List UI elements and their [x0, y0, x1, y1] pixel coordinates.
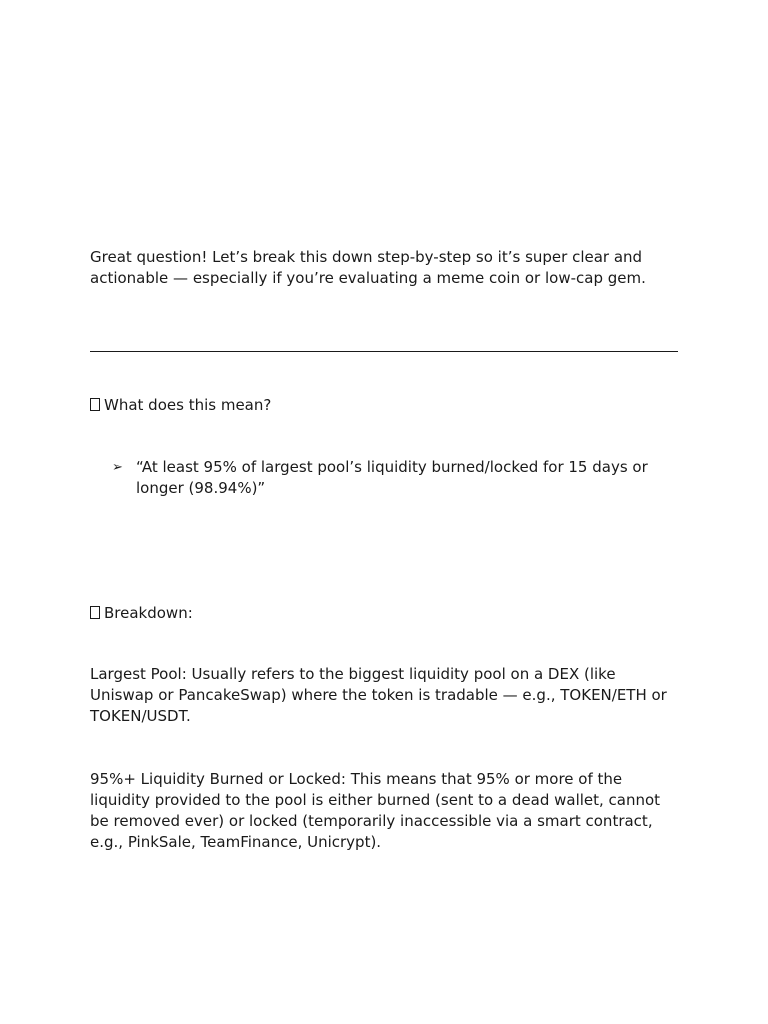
breakdown-heading-text: Breakdown:: [104, 604, 193, 622]
emoji-box-icon: [90, 398, 100, 411]
meaning-heading-text: What does this mean?: [104, 396, 272, 414]
meaning-heading: [90, 395, 271, 416]
arrow-bullet-icon: ➢: [112, 460, 123, 475]
breakdown-heading: [90, 603, 193, 624]
liquidity-burned-paragraph: 95%+ Liquidity Burned or Locked: This means that 95% or more of the liquidity provided to the pool is either burned (sent to a dead wallet, cannot be removed ever) or locked (temporarily inaccessible via a smart contract, e.g., PinkSale, TeamFinance, Unicrypt).: [90, 770, 661, 851]
emoji-box-icon: [90, 606, 100, 619]
intro-paragraph: Great question! Let’s break this down step-by-step so it’s super clear and actionable — especially if you’re evaluating a meme coin or low-cap gem.: [90, 248, 646, 287]
quoted-criterion-text: “At least 95% of largest pool’s liquidity burned/locked for 15 days or longer (98.94%)”: [136, 458, 648, 497]
horizontal-divider: [90, 351, 678, 352]
largest-pool-paragraph: Largest Pool: Usually refers to the biggest liquidity pool on a DEX (like Uniswap or PancakeSwap) where the token is tradable — e.g., TOKEN/ETH or TOKEN/USDT.: [90, 665, 667, 725]
